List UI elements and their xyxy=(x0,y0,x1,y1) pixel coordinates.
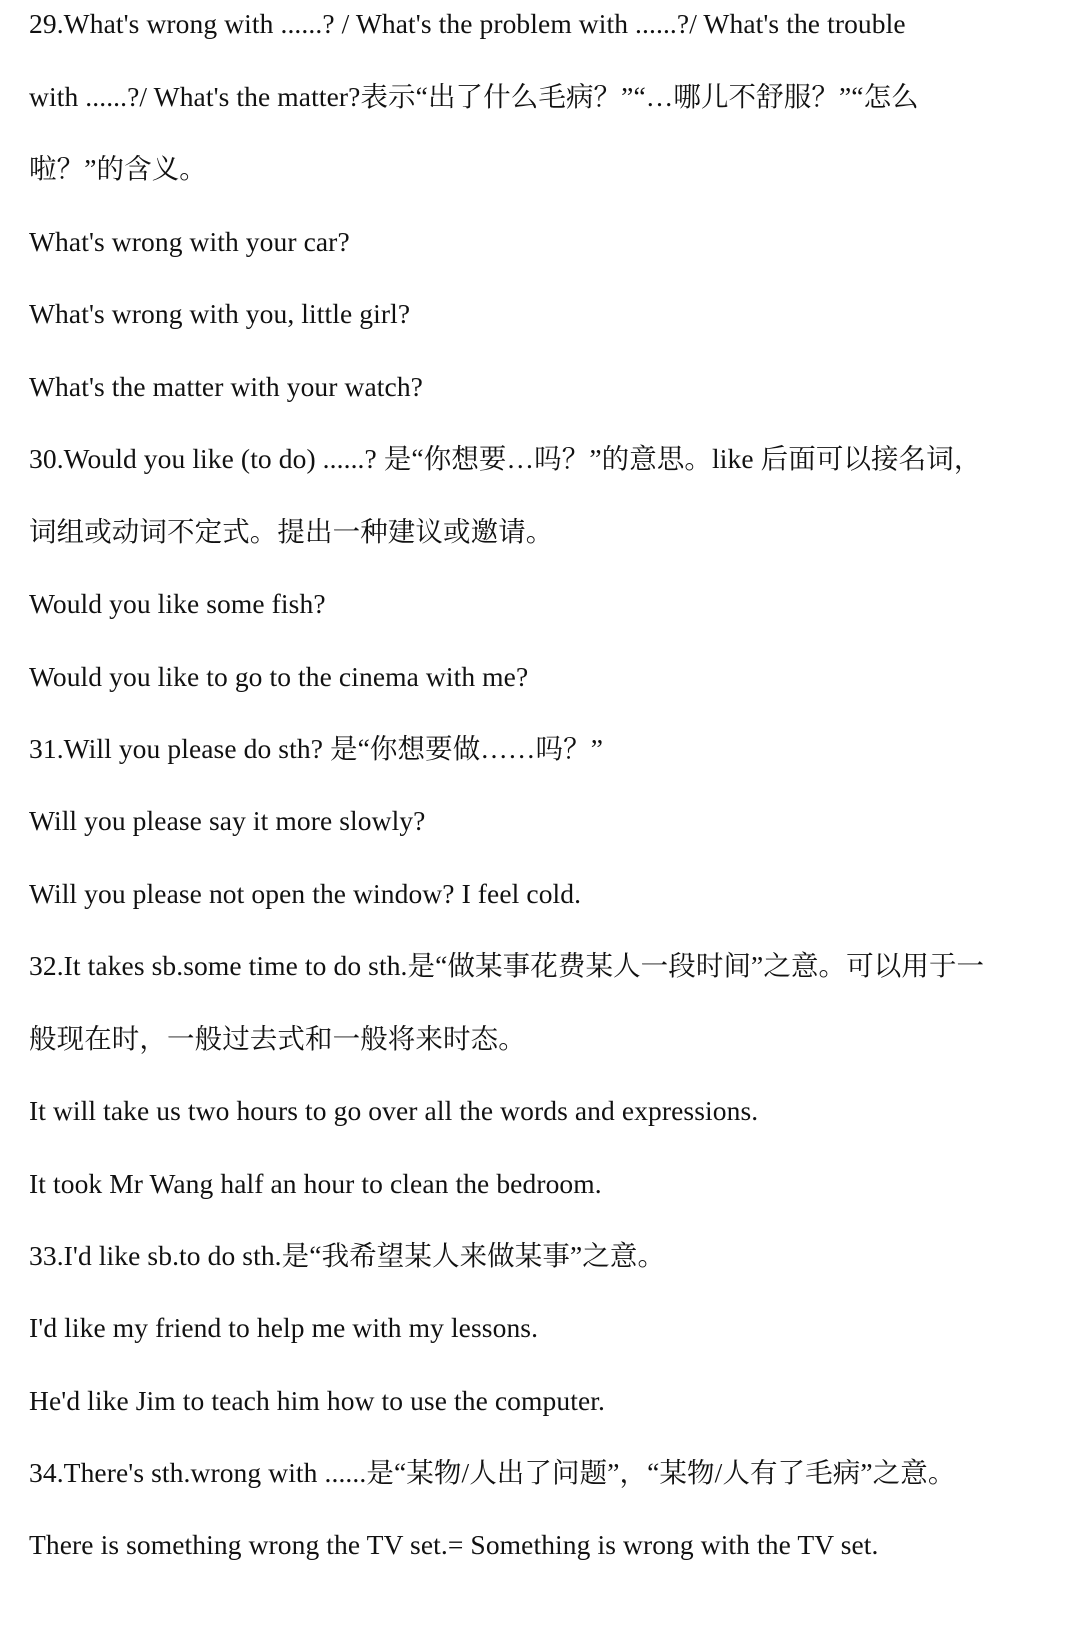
example-sentence: It will take us two hours to go over all the words and expressions. xyxy=(29,1095,759,1126)
text-line-30-continuation: 词组或动词不定式。提出一种建议或邀请。 xyxy=(29,516,554,547)
example-sentence: He'd like Jim to teach him how to use the computer. xyxy=(29,1385,605,1416)
text-line-32-header: 32.It takes sb.some time to do sth.是“做某事花费某人一段时间”之意。可以用于一 xyxy=(29,950,985,981)
text-line-29-header: 29.What's wrong with ......? / What's the problem with ......?/ What's the trouble xyxy=(29,8,906,39)
example-sentence: Will you please say it more slowly? xyxy=(29,805,426,836)
example-sentence: Would you like some fish? xyxy=(29,588,326,619)
text-line-33-header: 33.I'd like sb.to do sth.是“我希望某人来做某事”之意。 xyxy=(29,1240,666,1271)
example-sentence: Would you like to go to the cinema with me? xyxy=(29,661,529,692)
text-line-29-continuation: with ......?/ What's the matter?表示“出了什么毛病？”“…哪儿不舒服？”“怎么 xyxy=(29,81,919,112)
text-line-29-meaning: 啦？”的含义。 xyxy=(29,153,207,184)
example-sentence: There is something wrong the TV set.= Something is wrong with the TV set. xyxy=(29,1529,879,1560)
example-sentence: I'd like my friend to help me with my lessons. xyxy=(29,1312,539,1343)
example-sentence: What's wrong with you, little girl? xyxy=(29,298,411,329)
example-sentence: What's wrong with your car? xyxy=(29,226,350,257)
example-sentence: It took Mr Wang half an hour to clean the bedroom. xyxy=(29,1168,602,1199)
text-line-32-continuation: 般现在时，一般过去式和一般将来时态。 xyxy=(29,1023,526,1054)
text-line-31-header: 31.Will you please do sth? 是“你想要做……吗？” xyxy=(29,733,603,764)
example-sentence: Will you please not open the window? I feel cold. xyxy=(29,878,582,909)
text-line-30-header: 30.Would you like (to do) ......? 是“你想要…吗？”的意思。like 后面可以接名词， xyxy=(29,443,982,474)
example-sentence: What's the matter with your watch? xyxy=(29,371,423,402)
text-line-34-header: 34.There's sth.wrong with ......是“某物/人出了问题”，“某物/人有了毛病”之意。 xyxy=(29,1457,956,1488)
